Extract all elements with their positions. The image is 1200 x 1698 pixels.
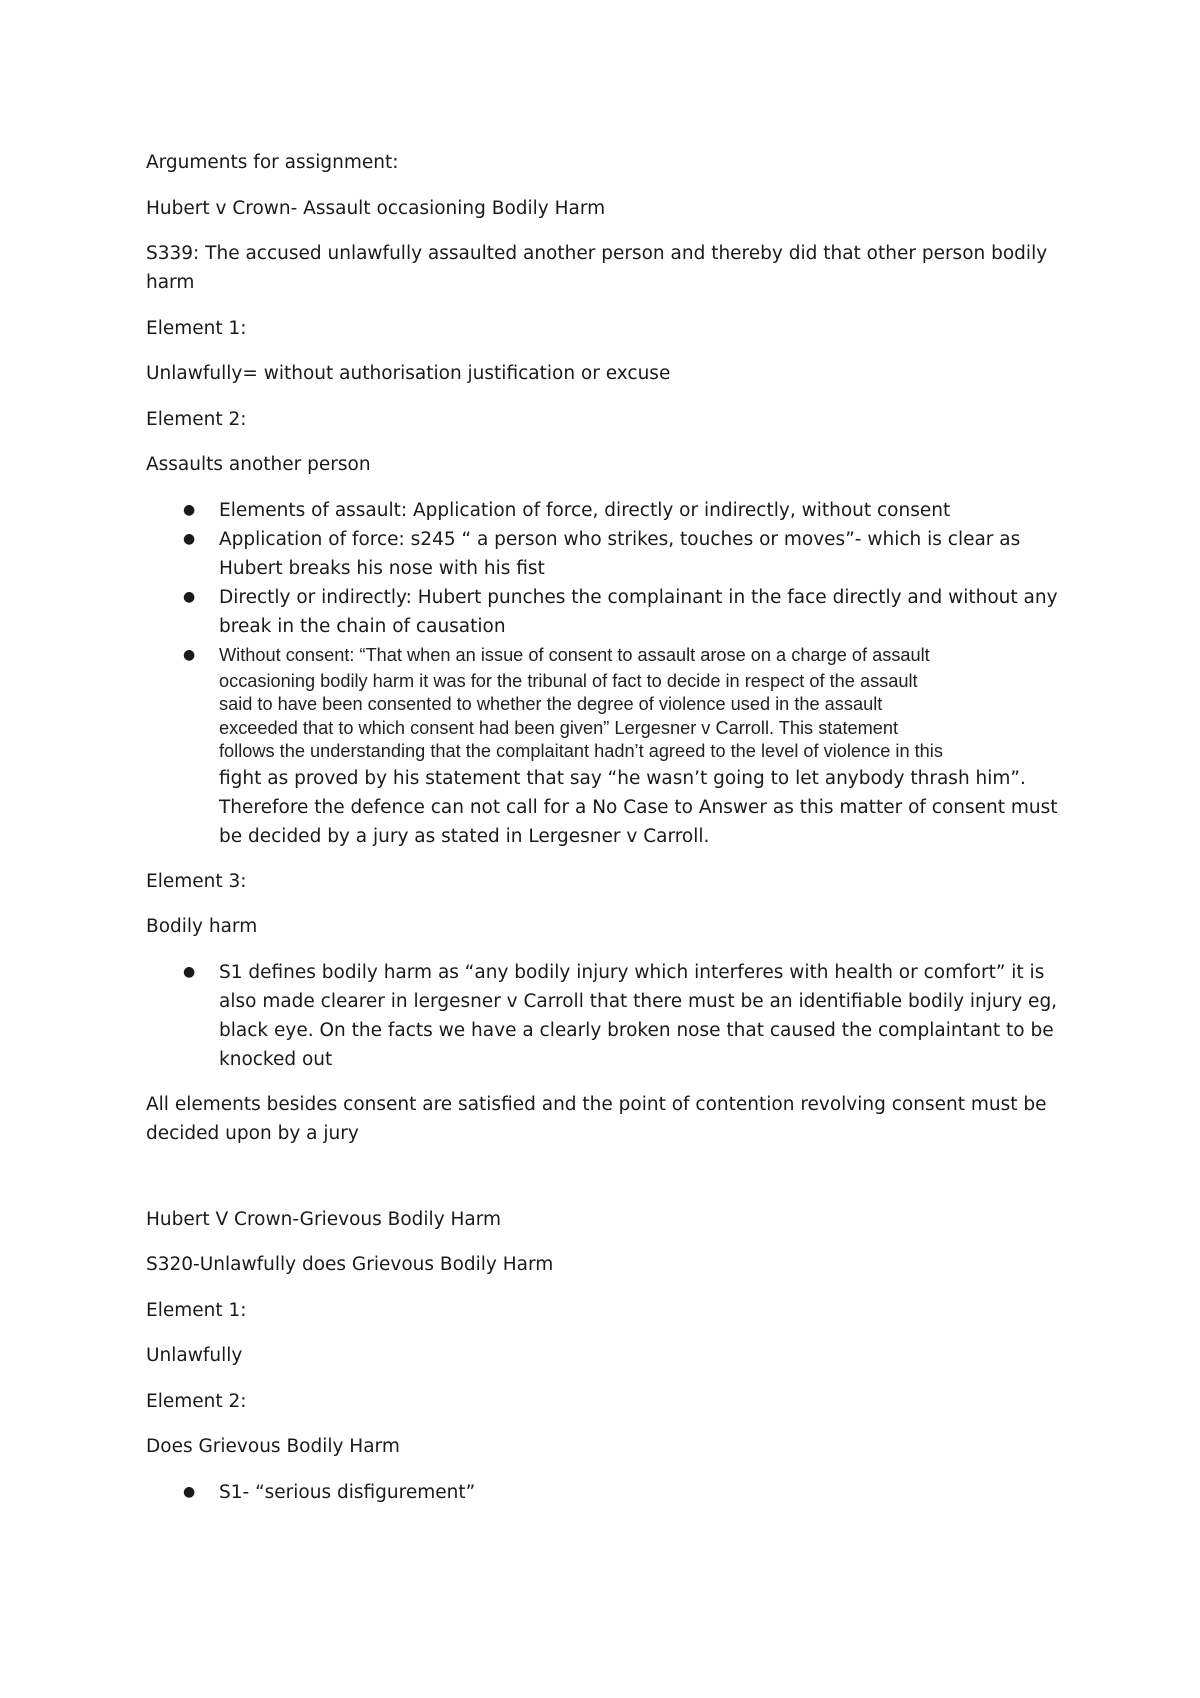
element-label: Element 1: — [146, 1299, 247, 1321]
bullet-icon: ● — [183, 1483, 196, 1500]
section-reference: S320-Unlawfully does Grievous Bodily Harm — [146, 1254, 554, 1275]
section-title: Hubert v Crown- Assault occasioning Bodily Harm — [146, 197, 606, 219]
list-item-text: S1 defines bodily harm as “any bodily injury which interferes with health or comfort” it is also made clearer in lergesner v Carroll that there must be an identifiable bodily injury eg, black eye. On the facts we have a clearly broken nose that caused the complaintant to be knocked out — [219, 961, 1058, 1070]
element-label: Element 2: — [146, 1390, 247, 1412]
list-item-text: Application of force: s245 “ a person who strikes, touches or moves”- which is clear as Hubert breaks his nose with his fist — [219, 528, 1021, 579]
list-item — [146, 958, 1081, 1074]
element-text: Does Grievous Bodily Harm — [146, 1436, 400, 1457]
bullet-icon: ● — [183, 646, 196, 663]
list-item — [146, 641, 1081, 851]
document-heading: Arguments for assignment: — [146, 152, 399, 173]
section-reference: S339: The accused unlawfully assaulted another person and thereby did that other person bodily harm — [146, 243, 1048, 293]
consent-quote-line: said to have been consented to whether the degree of violence used in the assault — [219, 694, 883, 714]
element-text: Unlawfully — [146, 1345, 243, 1366]
list-item — [146, 525, 1081, 583]
element-text: Unlawfully= without authorisation justification or excuse — [146, 363, 671, 384]
list-item-text: Directly or indirectly: Hubert punches the complainant in the face directly and without any break in the chain of causation — [219, 586, 1058, 637]
section-title: Hubert V Crown-Grievous Bodily Harm — [146, 1208, 502, 1230]
element-text: Bodily harm — [146, 916, 258, 937]
bullet-icon: ● — [183, 501, 196, 518]
bullet-icon: ● — [183, 530, 196, 547]
list-item — [146, 583, 1081, 641]
list-item-text: S1- “serious disfigurement” — [219, 1481, 476, 1503]
bullet-list — [146, 1478, 1081, 1507]
list-item-text: Elements of assault: Application of force, directly or indirectly, without consent — [219, 499, 951, 521]
consent-quote-line: follows the understanding that the complaitant hadn’t agreed to the level of violence in this — [219, 741, 943, 761]
element-label: Element 3: — [146, 870, 247, 892]
bullet-icon: ● — [183, 963, 196, 980]
element-label: Element 2: — [146, 408, 247, 430]
consent-quote-line: exceeded that to which consent had been given” Lergesner v Carroll. This statement — [219, 717, 899, 738]
bullet-list — [146, 496, 1081, 851]
bullet-icon: ● — [183, 588, 196, 605]
list-item — [146, 1478, 1081, 1507]
consent-quote-line: occasioning bodily harm it was for the tribunal of fact to decide in respect of the assault — [219, 670, 918, 691]
conclusion-paragraph: All elements besides consent are satisfied and the point of contention revolving consent must be decided upon by a jury — [146, 1093, 1047, 1144]
bullet-list — [146, 958, 1081, 1074]
element-text: Assaults another person — [146, 454, 371, 475]
element-label: Element 1: — [146, 317, 247, 339]
consent-quote-line: Without consent: “That when an issue of consent to assault arose on a charge of assault — [219, 644, 930, 665]
document-body — [146, 148, 1081, 1523]
list-item — [146, 496, 1081, 525]
list-item-text: fight as proved by his statement that say “he wasn’t going to let anybody thrash him”. Therefore the defence can not call for a No Case to Answer as this matter of consent must be decided by a jury as stated in Lergesner v Carroll. — [219, 767, 1058, 847]
